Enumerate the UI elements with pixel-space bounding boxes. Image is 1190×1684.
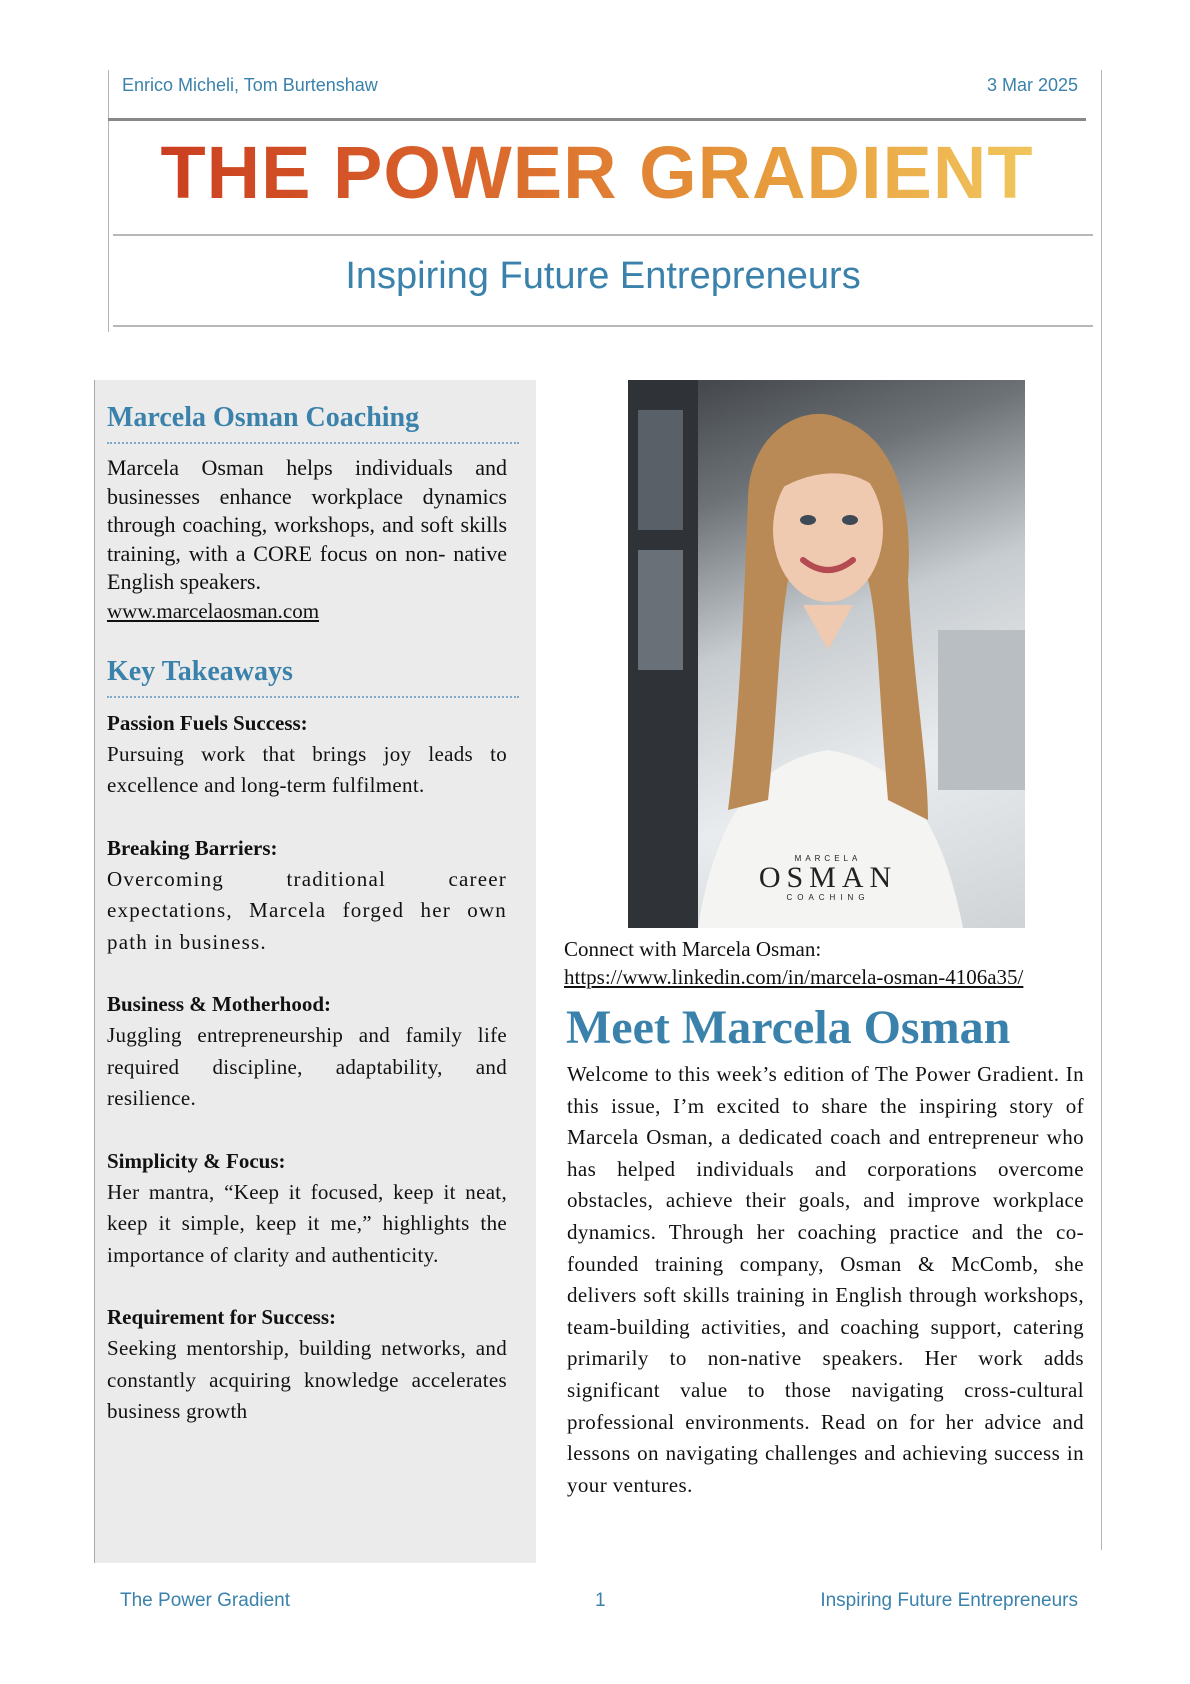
takeaway-title: Business & Motherhood: [107,992,332,1016]
takeaway-body: Overcoming traditional career expectations, Marcela forged her own path in business. [107,866,507,954]
page-frame-right [1101,70,1102,1550]
coaching-heading: Marcela Osman Coaching [107,400,519,444]
osman-logo-watermark: MARCELA OSMAN COACHING [758,854,898,902]
connect-block [564,935,1084,991]
connect-label: Connect with Marcela Osman: [564,937,822,961]
takeaway-title: Passion Fuels Success: [107,710,308,735]
takeaway-item [107,1146,507,1272]
takeaway-item [107,1302,507,1428]
takeaway-item [107,989,507,1115]
takeaway-title: Simplicity & Focus: [107,1148,286,1173]
takeaway-body: Her mantra, “Keep it focused, keep it neat, keep it simple, keep it me,” highlights the importance of clarity and authenticity. [107,1179,507,1267]
linkedin-link[interactable]: https://www.linkedin.com/in/marcela-osman-4106a35/ [564,965,1024,989]
footer-page-number: 1 [595,1590,606,1611]
takeaway-body: Seeking mentorship, building networks, and constantly acquiring knowledge accelerates business growth [107,1336,507,1423]
article-intro: Welcome to this week’s edition of The Power Gradient. In this issue, I’m excited to share the inspiring story of Marcela Osman, a dedicated coach and entrepreneur who has helped individuals and corporations overcome obstacles, achieve their goals, and improve workplace dynamics. Through her coaching practice and the co-founded training company, Osman & McComb, she delivers soft skills training in English through workshops, team-building activities, and coaching support, catering primarily to non-native speakers. Her work adds significant value to those navigating cross-cultural professional environments. Read on for her advice and lessons on navigating challenges and achieving success in your ventures. [567,1062,1084,1497]
portrait-photo [628,380,1025,928]
article-title: Meet Marcela Osman [566,1001,1011,1054]
footer-tagline: Inspiring Future Entrepreneurs [820,1590,1078,1611]
takeaways-heading: Key Takeaways [107,654,519,698]
portrait-illustration [628,380,1025,928]
takeaway-body: Pursuing work that brings joy leads to excellence and long-term fulfilment. [107,741,507,797]
masthead-rule-top [113,234,1093,236]
takeaway-item [107,708,507,802]
footer-publication: The Power Gradient [120,1590,291,1611]
takeaway-title: Breaking Barriers: [107,835,278,860]
masthead-subtitle: Inspiring Future Entrepreneurs [345,255,861,297]
coaching-description: Marcela Osman helps individuals and businesses enhance workplace dynamics through coaching, workshops, and soft skills training, with a CORE focus on non- native English speakers. [107,455,507,594]
takeaway-body: Juggling entrepreneurship and family life required discipline, adaptability, and resilience. [107,1023,507,1110]
sidebar-panel [94,380,536,1563]
takeaway-item [107,833,507,959]
header-authors: Enrico Micheli, Tom Burtenshaw [122,75,378,95]
masthead-rule-bottom [113,325,1093,327]
website-link[interactable]: www.marcelaosman.com [107,598,320,623]
header-rule [108,118,1086,121]
header-date: 3 Mar 2025 [986,75,1078,95]
masthead-title: THE POWER GRADIENT [108,128,1086,218]
takeaway-title: Requirement for Success: [107,1305,337,1329]
